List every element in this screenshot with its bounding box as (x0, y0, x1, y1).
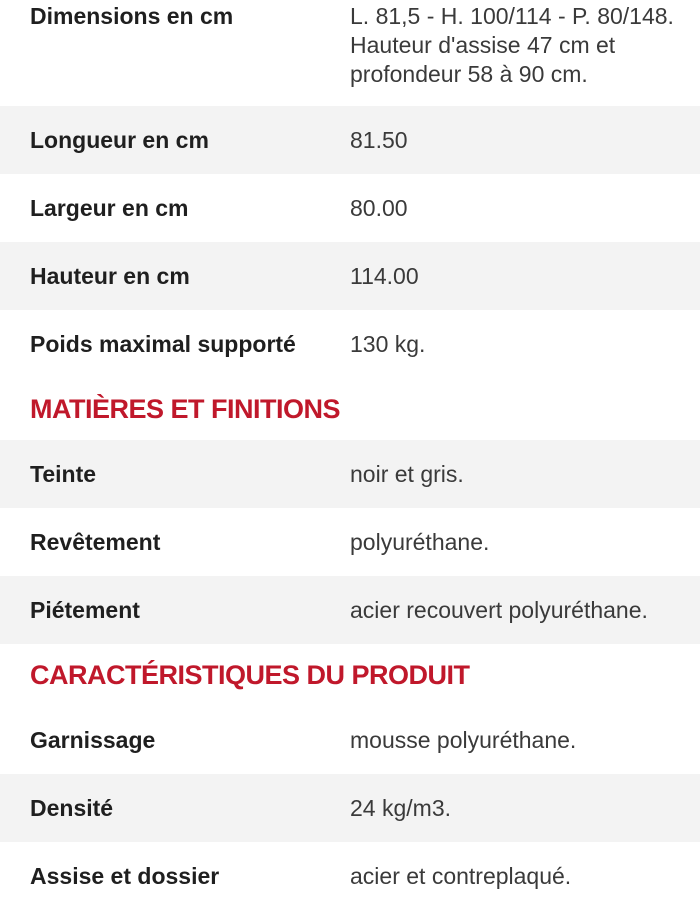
dimensions-table (0, 0, 700, 378)
spec-row-dimensions (0, 0, 700, 106)
spec-row-color (0, 440, 700, 508)
spec-label: Assise et dossier (30, 862, 220, 889)
spec-label: Densité (30, 794, 114, 821)
spec-label: Longueur en cm (30, 126, 209, 153)
spec-value: mousse polyuréthane. (350, 726, 577, 753)
spec-row-base (0, 576, 700, 644)
spec-row-covering (0, 508, 700, 576)
spec-value: 114.00 (350, 262, 419, 289)
spec-row-width (0, 174, 700, 242)
spec-row-max-weight (0, 310, 700, 378)
features-table (0, 706, 700, 910)
spec-value: 80.00 (350, 194, 408, 221)
spec-label: Teinte (30, 460, 97, 487)
spec-value: 81.50 (350, 126, 408, 153)
spec-value: polyuréthane. (350, 528, 490, 555)
spec-row-length (0, 106, 700, 174)
section-title-features: CARACTÉRISTIQUES DU PRODUIT (30, 659, 470, 690)
spec-label: Piétement (30, 596, 140, 623)
spec-label: Hauteur en cm (30, 262, 190, 289)
spec-label: Largeur en cm (30, 194, 189, 221)
spec-value: L. 81,5 - H. 100/114 - P. 80/148. Hauteur d'assise 47 cm et profondeur 58 à 90 cm. (350, 3, 674, 87)
spec-row-height (0, 242, 700, 310)
spec-row-padding (0, 706, 700, 774)
spec-label: Revêtement (30, 528, 161, 555)
spec-row-seat-back (0, 842, 700, 910)
spec-label: Poids maximal supporté (30, 330, 296, 357)
spec-row-density (0, 774, 700, 842)
spec-label: Garnissage (30, 726, 156, 753)
spec-label: Dimensions en cm (30, 3, 234, 29)
spec-value: noir et gris. (350, 460, 464, 487)
spec-value: 24 kg/m3. (350, 794, 451, 821)
section-title-materials: MATIÈRES ET FINITIONS (30, 393, 341, 424)
spec-value: acier recouvert polyuréthane. (350, 596, 648, 623)
spec-value: acier et contreplaqué. (350, 862, 572, 889)
materials-table (0, 440, 700, 644)
spec-value: 130 kg. (350, 330, 426, 357)
